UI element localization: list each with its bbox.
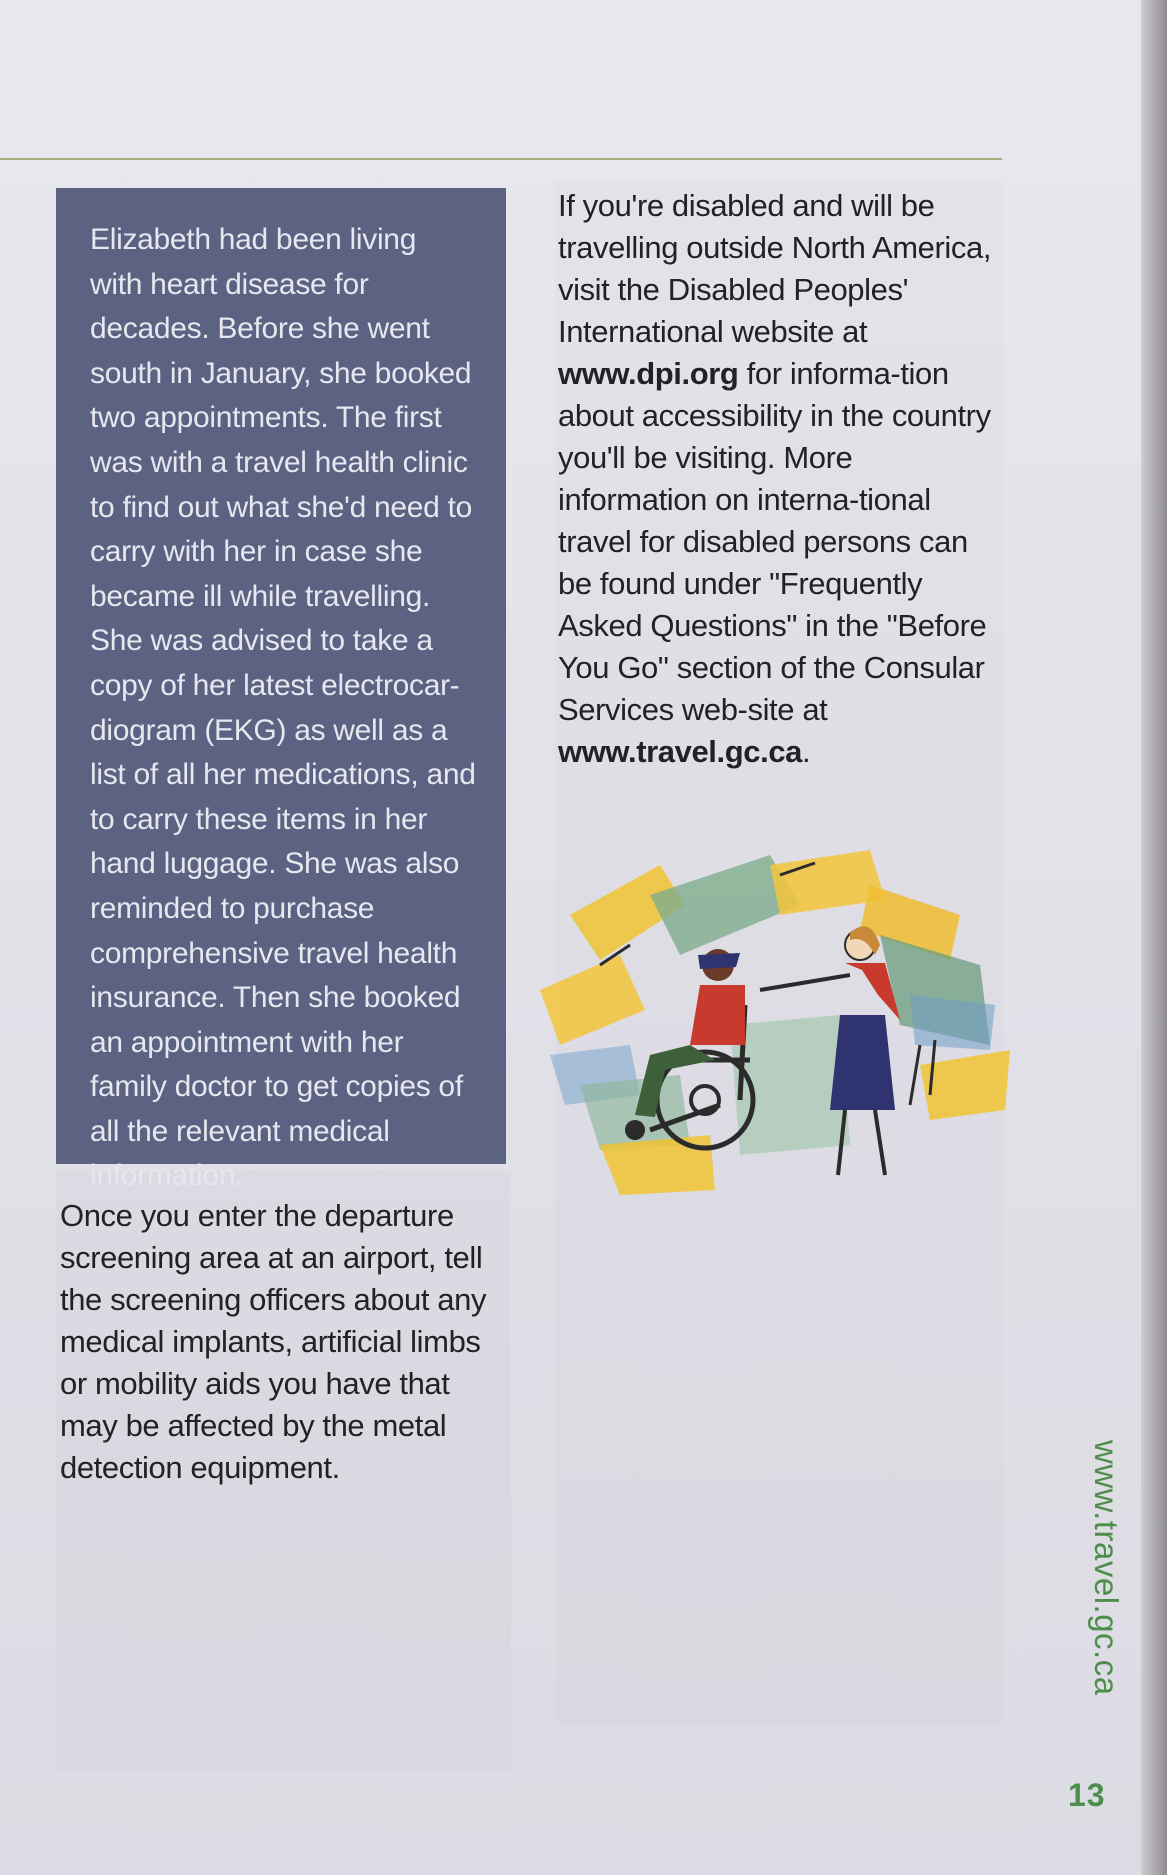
disabled-travel-text <box>558 185 998 773</box>
travel-gc-link[interactable]: www.travel.gc.ca <box>558 734 803 769</box>
page-edge-shadow <box>1141 0 1167 1875</box>
screening-advice-text: Once you enter the departure screening area at an airport, tell the screening officers about any medical implants, artificial limbs or mobility aids you have that may be affected by the metal detection equipment. <box>60 1198 487 1485</box>
seated-person-torso <box>690 985 745 1045</box>
disabled-travel-intro: If you're disabled and will be travelling outside North America, visit the Disabled Peoples' International website at <box>558 188 992 349</box>
paint-patch-yellow-5 <box>540 955 645 1045</box>
standing-person-arm <box>760 975 850 990</box>
seated-person-hat <box>698 953 740 969</box>
dpi-link[interactable]: www.dpi.org <box>558 356 739 391</box>
right-column <box>558 185 998 773</box>
case-study-text: Elizabeth had been living with heart disease for decades. Before she went south in January, she booked two appointments. The first was with a travel health clinic to find out what she'd need to carry with her in case she became ill while travelling. She was advised to take a copy of her latest electrocar-diogram (EKG) as well as a list of all her medications, and to carry these items in her hand luggage. She was also reminded to purchase comprehensive travel health insurance. Then she booked an appointment with her family doctor to get copies of all the relevant medical information. <box>90 223 476 1193</box>
footer-url-vertical: www.travel.gc.ca <box>1088 1440 1125 1696</box>
case-study-sidebar <box>56 188 506 1193</box>
left-column <box>60 1195 510 1489</box>
standing-person-skirt <box>830 1015 895 1110</box>
disabled-travel-middle: for informa-tion about accessibility in the country you'll be visiting. More information on interna-tional travel for disabled persons can be found under "Frequently Asked Questions" in the "Before You Go" section of the Consular Services web-site at <box>558 356 991 727</box>
sentence-end: . <box>802 734 811 769</box>
header-rule <box>0 158 1002 160</box>
paint-patch-yellow-6 <box>600 1135 715 1195</box>
wheelchair-front-wheel <box>625 1120 645 1140</box>
wheelchair-travel-illustration <box>540 845 1010 1200</box>
page-number: 13 <box>1068 1777 1106 1813</box>
